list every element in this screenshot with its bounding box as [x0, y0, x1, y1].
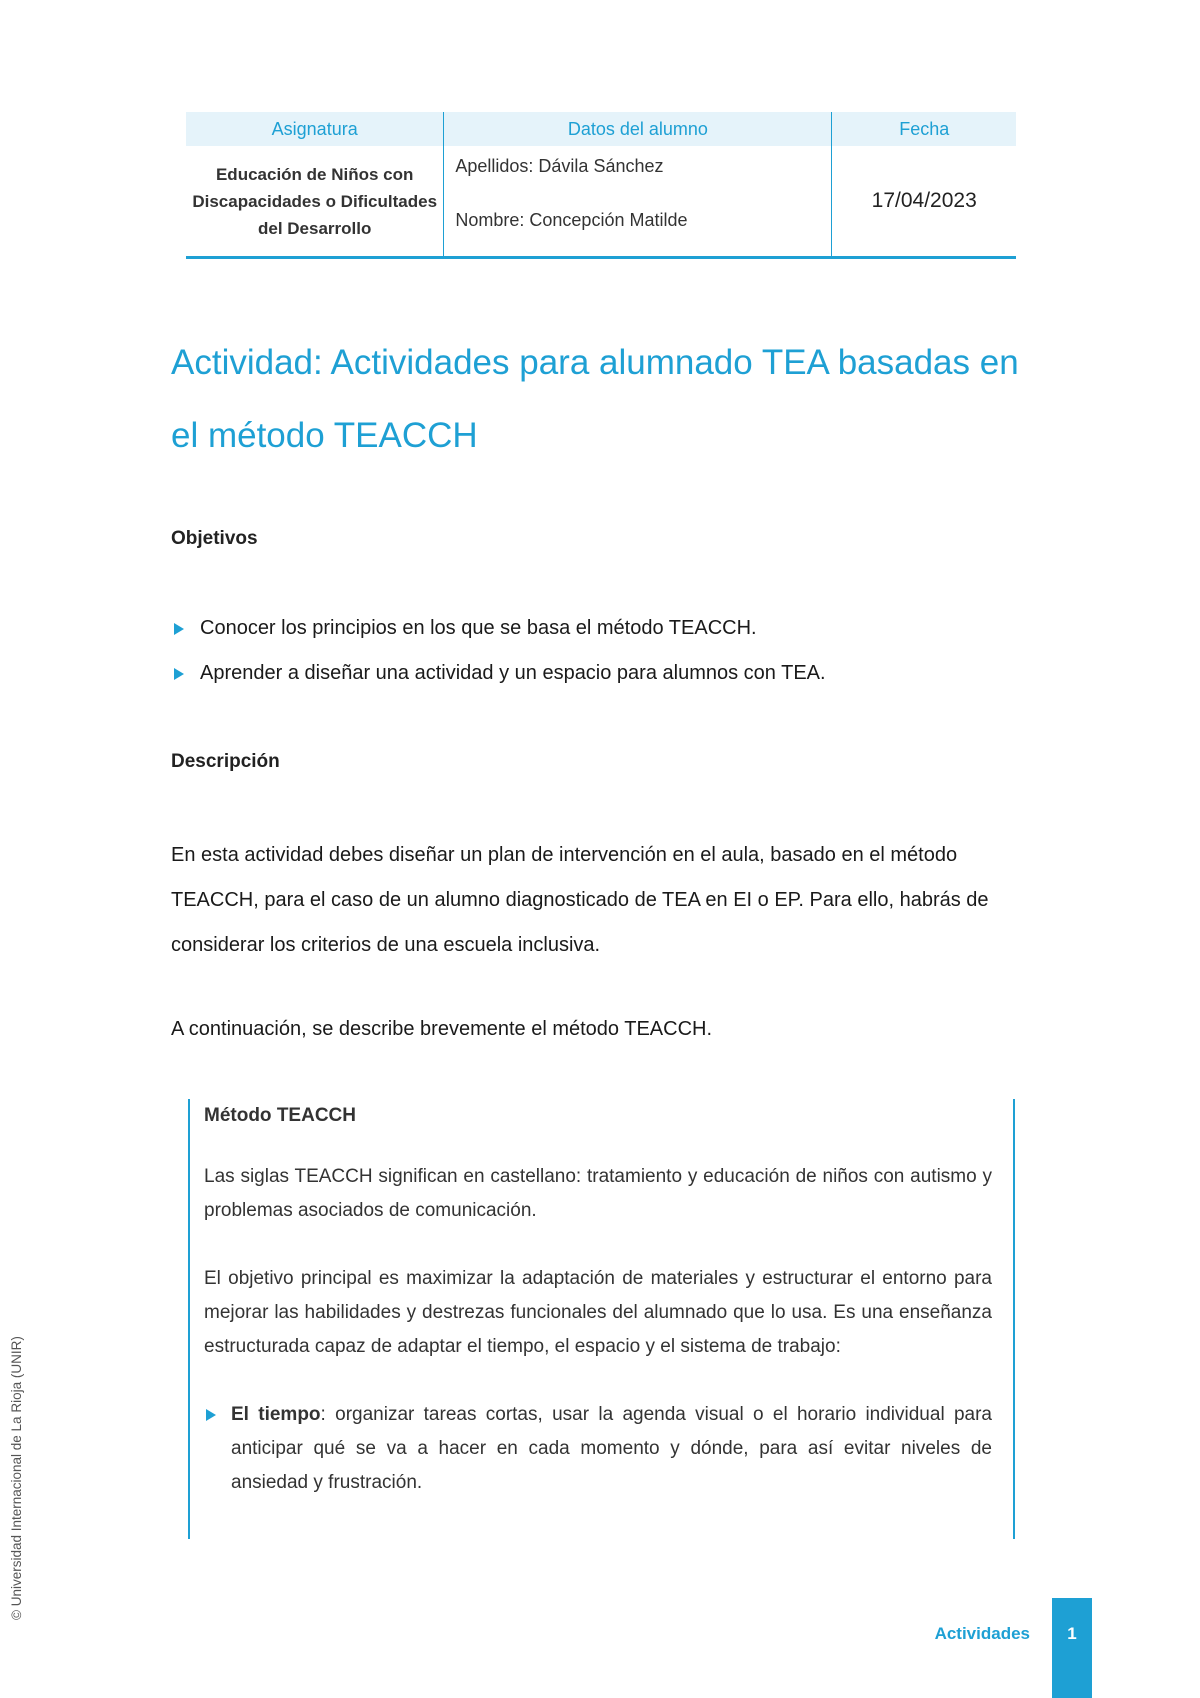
method-box-paragraph: Las siglas TEACCH significan en castellano: tratamiento y educación de niños con autismo y problemas asociados de comunicación. — [204, 1166, 992, 1221]
objective-text: Aprender a diseñar una actividad y un espacio para alumnos con TEA. — [200, 662, 826, 684]
bullet-arrow-icon — [174, 668, 184, 680]
footer-label: Actividades — [934, 1624, 1030, 1643]
col-date-heading: Fecha — [831, 112, 1016, 146]
page-title: Actividad: Actividades para alumnado TEA basadas en el método TEACCH — [171, 343, 1019, 455]
subject-value: Educación de Niños con Discapacidades o Dificultades del Desarrollo — [192, 164, 438, 238]
objectives-heading: Objetivos — [171, 528, 258, 549]
description-heading: Descripción — [171, 751, 280, 772]
method-box-title: Método TEACCH — [204, 1105, 356, 1126]
method-box-paragraph: El objetivo principal es maximizar la adaptación de materiales y estructurar el entorno para mejorar las habilidades y destrezas funcionales del alumnado que lo usa. Es una enseñanza estructurada capaz de adaptar el tiempo, el espacio y el sistema de trabajo: — [204, 1268, 992, 1357]
list-item — [171, 612, 826, 657]
student-data — [443, 146, 831, 256]
objective-text: Conocer los principios en los que se basa el método TEACCH. — [200, 617, 757, 639]
student-name: Nombre: Concepción Matilde — [455, 210, 688, 230]
copyright-sidebar: © Universidad Internacional de La Rioja (UNIR) — [9, 1336, 24, 1620]
list-item — [171, 657, 826, 702]
col-subject-heading: Asignatura — [271, 118, 358, 139]
student-surname: Apellidos: Dávila Sánchez — [455, 156, 664, 176]
bullet-arrow-icon — [174, 623, 184, 635]
header-table-head — [186, 112, 1016, 146]
description-intro: A continuación, se describe brevemente el método TEACCH. — [171, 1018, 713, 1040]
date-value: 17/04/2023 — [831, 146, 1016, 256]
col-student-heading: Datos del alumno — [443, 112, 831, 146]
item-term: El tiempo — [231, 1404, 321, 1425]
method-box-list — [204, 1398, 992, 1500]
header-table — [186, 112, 1016, 259]
description-paragraph: En esta actividad debes diseñar un plan de intervención en el aula, basado en el método TEACCH, para el caso de un alumno diagnosticado de TEA en EI o EP. Para ello, habrás de considerar los criterios de una escuela inclusiva. — [171, 844, 989, 956]
objectives-list — [171, 612, 826, 702]
item-text: : organizar tareas cortas, usar la agenda visual o el horario individual para anticipar qué se va a hacer en cada momento y dónde, para así evitar niveles de ansiedad y frustración. — [231, 1404, 992, 1493]
list-item — [204, 1398, 992, 1500]
method-box — [188, 1099, 1015, 1539]
header-table-body — [186, 146, 1016, 256]
bullet-arrow-icon — [206, 1409, 216, 1421]
page-number: 1 — [1052, 1598, 1092, 1698]
